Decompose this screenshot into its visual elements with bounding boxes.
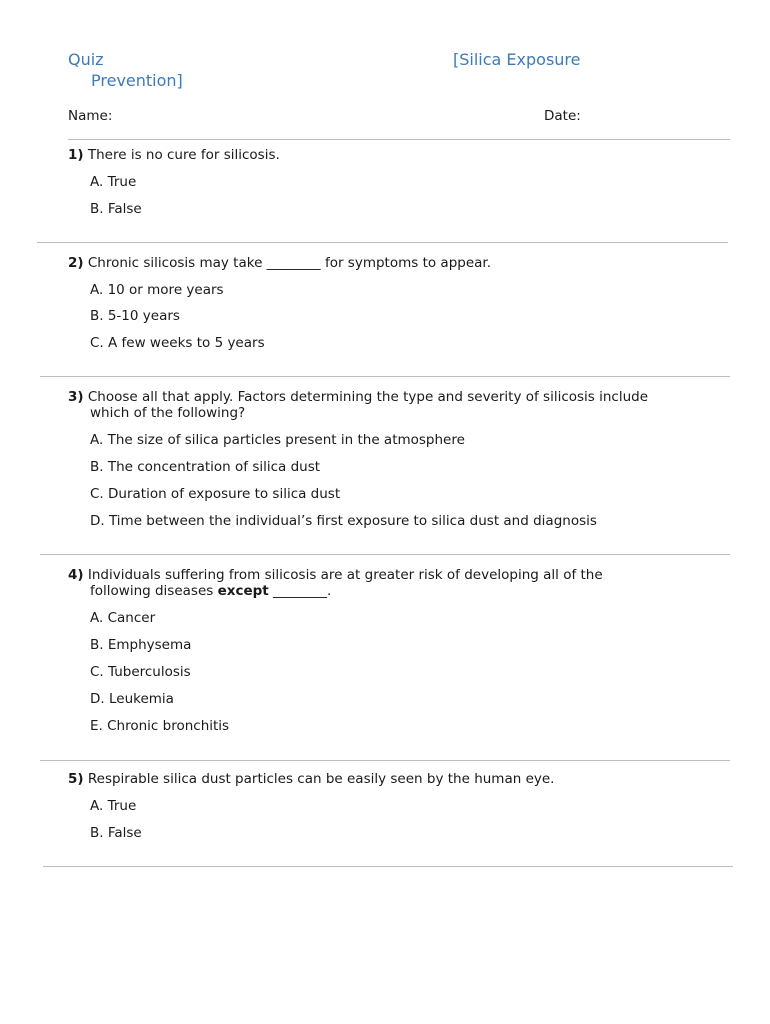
- question-number: 5): [68, 771, 84, 787]
- question-5-option-a[interactable]: A. True: [90, 798, 137, 814]
- question-3-option-c[interactable]: C. Duration of exposure to silica dust: [90, 486, 341, 502]
- question-number: 3): [68, 389, 84, 405]
- question-number: 4): [68, 567, 84, 583]
- question-text-continued: [68, 583, 603, 599]
- question-number: 1): [68, 147, 84, 163]
- quiz-title: Quiz: [68, 50, 104, 69]
- emphasis-except: except: [217, 583, 269, 599]
- quiz-subject-title-continued: Prevention]: [91, 71, 183, 90]
- name-label: Name:: [68, 108, 113, 124]
- question-1: [68, 147, 280, 163]
- question-4-option-c[interactable]: C. Tuberculosis: [90, 664, 191, 680]
- question-text: Chronic silicosis may take ________ for symptoms to appear.: [83, 255, 492, 271]
- divider: [43, 866, 733, 867]
- divider: [40, 376, 730, 377]
- question-3: [68, 389, 648, 421]
- question-4-option-b[interactable]: B. Emphysema: [90, 637, 192, 653]
- question-2-option-c[interactable]: C. A few weeks to 5 years: [90, 335, 265, 351]
- question-4: [68, 567, 603, 599]
- question-text-part: following diseases: [90, 583, 218, 599]
- question-1-option-a[interactable]: A. True: [90, 174, 137, 190]
- question-3-option-b[interactable]: B. The concentration of silica dust: [90, 459, 321, 475]
- question-4-option-d[interactable]: D. Leukemia: [90, 691, 174, 707]
- question-1-option-b[interactable]: B. False: [90, 201, 142, 217]
- question-text-continued: which of the following?: [90, 405, 246, 421]
- question-text: Individuals suffering from silicosis are at greater risk of developing all of the: [83, 567, 603, 583]
- question-3-option-a[interactable]: A. The size of silica particles present in the atmosphere: [90, 432, 465, 448]
- question-text-part: ________.: [268, 583, 332, 599]
- question-2: [68, 255, 491, 271]
- question-text: There is no cure for silicosis.: [83, 147, 280, 163]
- question-text: Choose all that apply. Factors determining the type and severity of silicosis include: [83, 389, 649, 405]
- question-text: Respirable silica dust particles can be easily seen by the human eye.: [83, 771, 555, 787]
- divider: [68, 139, 730, 140]
- divider: [37, 242, 728, 243]
- question-number: 2): [68, 255, 84, 271]
- question-2-option-a[interactable]: A. 10 or more years: [90, 282, 224, 298]
- date-label: Date:: [544, 108, 581, 124]
- question-5: [68, 771, 554, 787]
- question-5-option-b[interactable]: B. False: [90, 825, 142, 841]
- question-2-option-b[interactable]: B. 5-10 years: [90, 308, 180, 324]
- question-4-option-e[interactable]: E. Chronic bronchitis: [90, 718, 230, 734]
- divider: [40, 554, 730, 555]
- question-4-option-a[interactable]: A. Cancer: [90, 610, 156, 626]
- quiz-subject-title: [Silica Exposure: [453, 50, 581, 69]
- question-3-option-d[interactable]: D. Time between the individual’s first exposure to silica dust and diagnosis: [90, 513, 597, 529]
- divider: [40, 760, 730, 761]
